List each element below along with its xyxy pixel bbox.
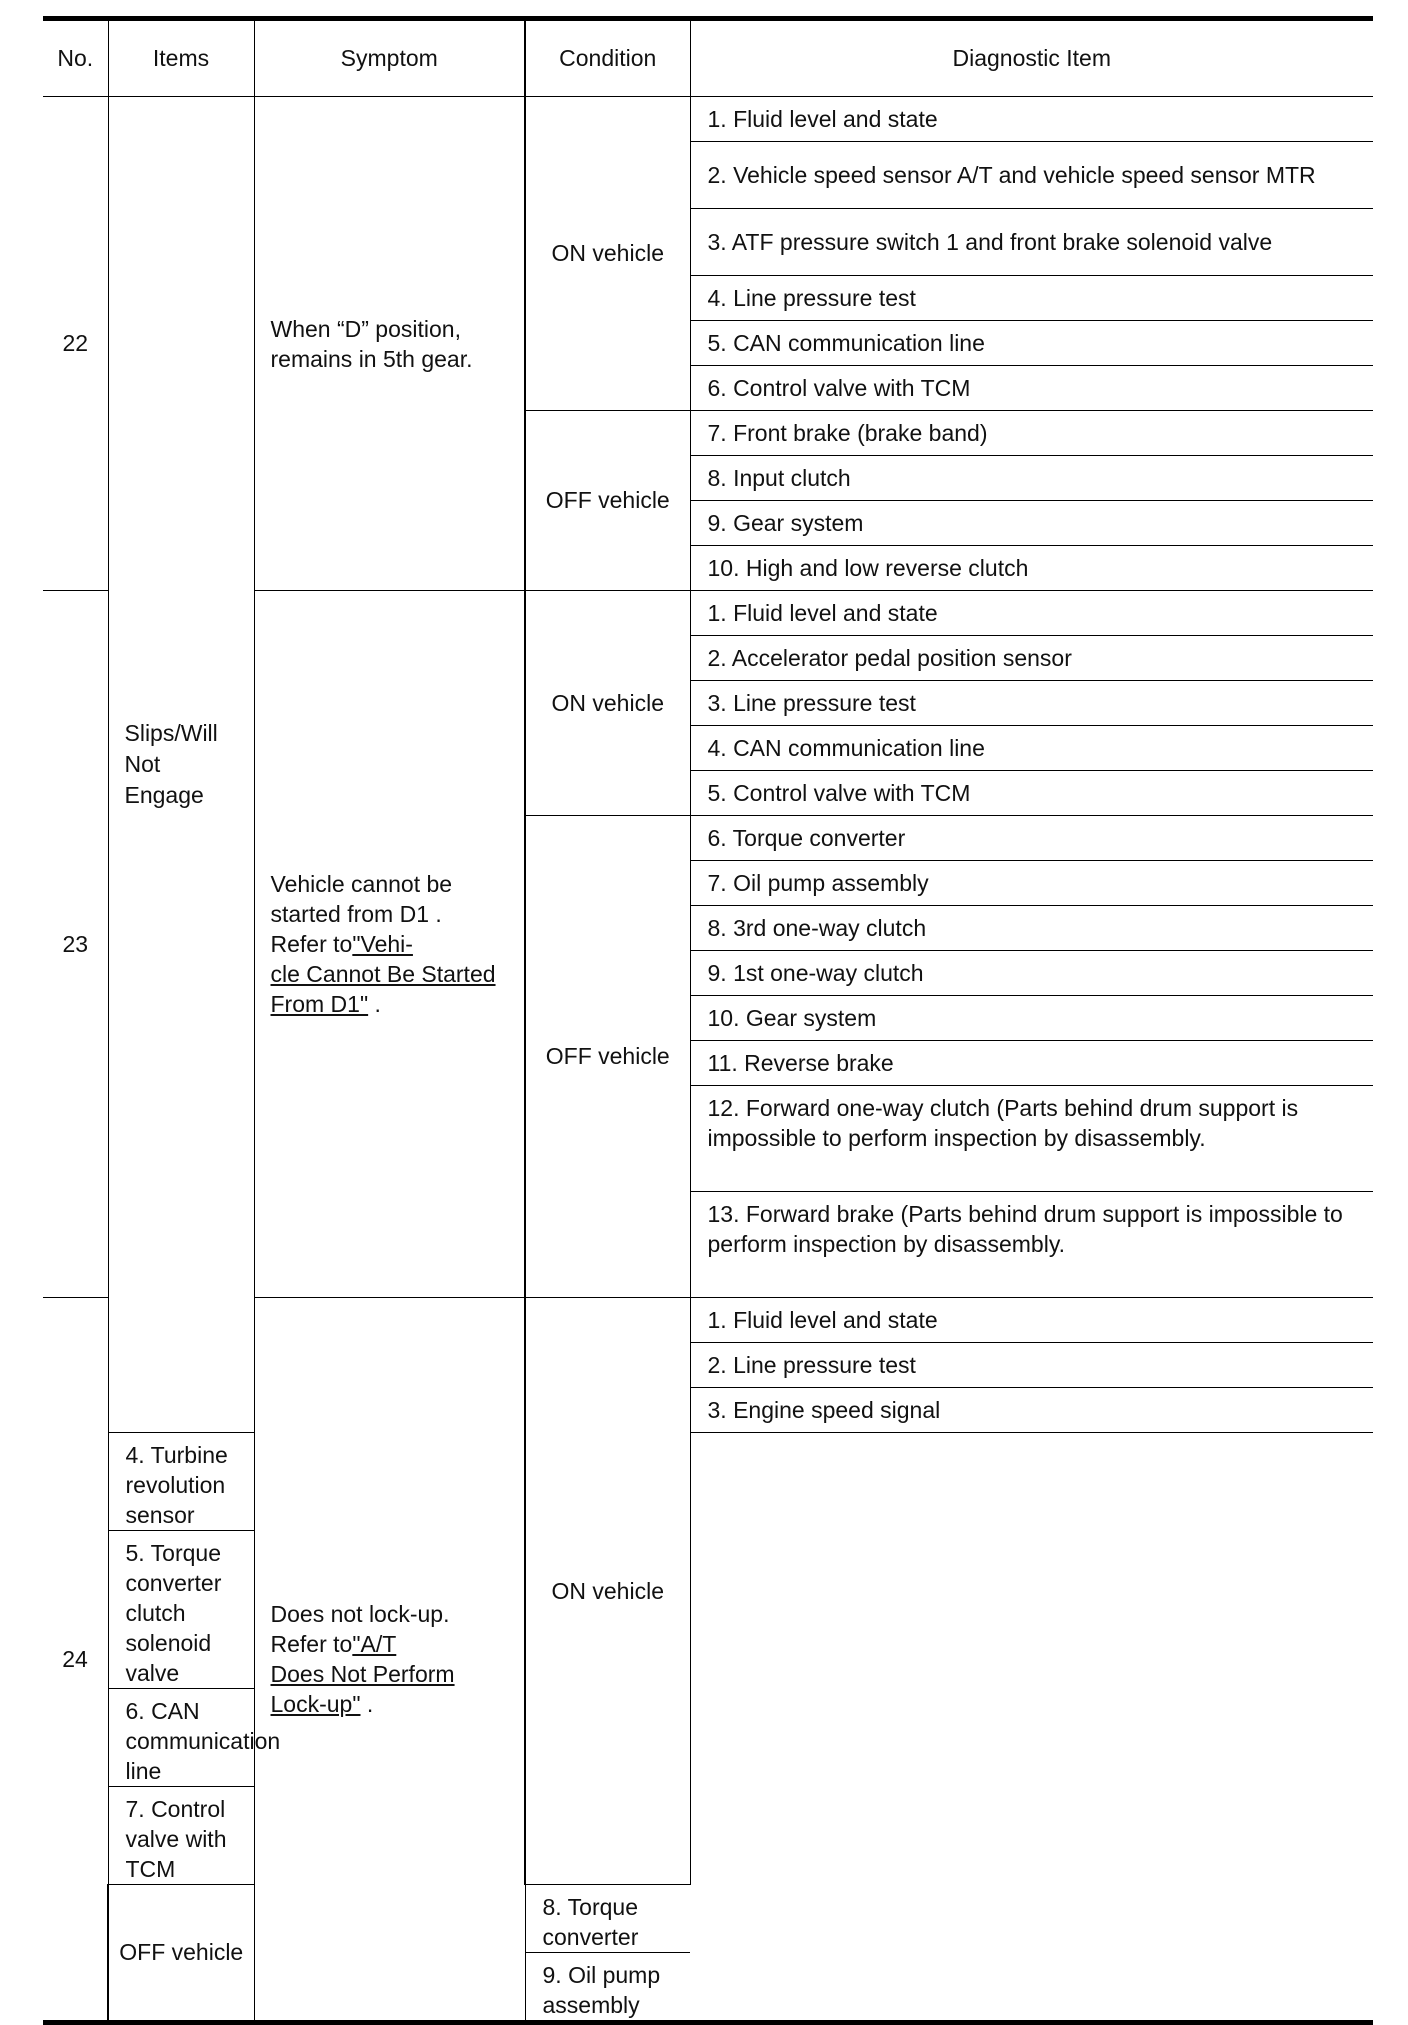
symptom-cell-24 (254, 1298, 525, 2023)
diagnostic-item: 1. Fluid level and state (690, 97, 1373, 142)
diagnostic-item: 3. ATF pressure switch 1 and front brake solenoid valve (690, 209, 1373, 276)
diagnostic-item: 10. High and low reverse clutch (690, 546, 1373, 591)
row-number-24: 24 (43, 1298, 108, 2023)
table-row (43, 1885, 1373, 1953)
header-condition: Condition (525, 19, 690, 97)
condition-off-vehicle: OFF vehicle (525, 411, 690, 591)
diagnostic-item: 8. Input clutch (690, 456, 1373, 501)
diagnostic-item: 6. Torque converter (690, 816, 1373, 861)
refer-prefix: Refer to (270, 931, 353, 957)
symptom-refer-line (271, 929, 519, 959)
diagnostic-item: 2. Line pressure test (690, 1343, 1373, 1388)
item-line: Slips/Will (124, 720, 218, 746)
refer-link-does-not-lock-up[interactable]: Lock-up" (270, 1691, 361, 1717)
header-diagnostic-item: Diagnostic Item (690, 19, 1373, 97)
header-symptom: Symptom (254, 19, 525, 97)
table-row (43, 1531, 1373, 1689)
refer-link-vehicle-cannot-start[interactable]: From D1" (270, 991, 369, 1017)
diagnostic-item: 7. Oil pump assembly (690, 861, 1373, 906)
diagnostic-item: 2. Accelerator pedal position sensor (690, 636, 1373, 681)
diagnostic-item: 4. Line pressure test (690, 276, 1373, 321)
table-row (43, 1787, 1373, 1885)
diagnostic-item: 7. Control valve with TCM (108, 1787, 254, 1885)
table-row (43, 97, 1373, 142)
diagnostic-item: 5. CAN communication line (690, 321, 1373, 366)
items-cell (108, 97, 254, 1433)
refer-suffix: . (360, 1691, 374, 1717)
symptom-cell-23 (254, 591, 525, 1298)
diagnostic-item: 6. Control valve with TCM (690, 366, 1373, 411)
refer-link-vehicle-cannot-start[interactable]: cle Cannot Be Started (270, 961, 496, 987)
refer-prefix: Refer to (270, 1631, 353, 1657)
diagnostic-item: 7. Front brake (brake band) (690, 411, 1373, 456)
symptom-line: started from D1 . (270, 901, 442, 927)
diagnostic-item: 10. Gear system (690, 996, 1373, 1041)
diagnostic-item: 1. Fluid level and state (690, 591, 1373, 636)
refer-suffix: . (368, 991, 381, 1017)
diagnostic-item: 9. 1st one-way clutch (690, 951, 1373, 996)
symptom-line: When “D” position, (270, 315, 461, 342)
table-row (43, 1689, 1373, 1787)
symptom-line: Vehicle cannot be (270, 871, 453, 897)
symptom-line: Does not lock-up. (270, 1601, 450, 1627)
header-items: Items (108, 19, 254, 97)
diagnostic-item: 4. CAN communication line (690, 726, 1373, 771)
diagnostic-item: 6. CAN communication line (108, 1689, 254, 1787)
refer-link-does-not-lock-up[interactable]: Does Not Perform (270, 1661, 455, 1687)
condition-off-vehicle: OFF vehicle (108, 1885, 254, 2023)
refer-link-does-not-lock-up[interactable]: "A/T (352, 1631, 397, 1657)
diagnostic-item: 9. Oil pump assembly (525, 1953, 690, 2023)
diagnostic-item: 5. Control valve with TCM (690, 771, 1373, 816)
diagnostic-item: 8. Torque converter (525, 1885, 690, 1953)
row-number-22: 22 (43, 97, 108, 591)
symptom-line: remains in 5th gear. (270, 345, 473, 372)
refer-link-vehicle-cannot-start[interactable]: "Vehi- (352, 931, 413, 957)
condition-off-vehicle: OFF vehicle (525, 816, 690, 1298)
diagnostic-item: 8. 3rd one-way clutch (690, 906, 1373, 951)
header-no: No. (43, 19, 108, 97)
diagnostic-item: 13. Forward brake (Parts behind drum support is impossible to perform inspection by disassembly. (690, 1192, 1373, 1298)
diagnostic-item: 5. Torque converter clutch solenoid valve (108, 1531, 254, 1689)
symptom-refer-line (271, 1629, 519, 1659)
diagnostic-item: 2. Vehicle speed sensor A/T and vehicle speed sensor MTR (690, 142, 1373, 209)
condition-on-vehicle: ON vehicle (525, 1298, 690, 1885)
diagnostic-item: 9. Gear system (690, 501, 1373, 546)
diagnostic-item: 4. Turbine revolution sensor (108, 1433, 254, 1531)
diagnostic-item: 11. Reverse brake (690, 1041, 1373, 1086)
diagnostic-item: 12. Forward one-way clutch (Parts behind drum support is impossible to perform inspection by disassembly. (690, 1086, 1373, 1192)
item-line: Engage (124, 782, 204, 808)
item-line: Not (124, 751, 161, 777)
diagnostic-item: 3. Line pressure test (690, 681, 1373, 726)
table-row (43, 1433, 1373, 1531)
diagnostic-item: 3. Engine speed signal (690, 1388, 1373, 1433)
diagnostic-table (43, 16, 1373, 2025)
row-number-23: 23 (43, 591, 108, 1298)
header-row (43, 19, 1373, 97)
condition-on-vehicle: ON vehicle (525, 591, 690, 816)
diagnostic-item: 1. Fluid level and state (690, 1298, 1373, 1343)
symptom-cell-22 (254, 97, 525, 591)
condition-on-vehicle: ON vehicle (525, 97, 690, 411)
